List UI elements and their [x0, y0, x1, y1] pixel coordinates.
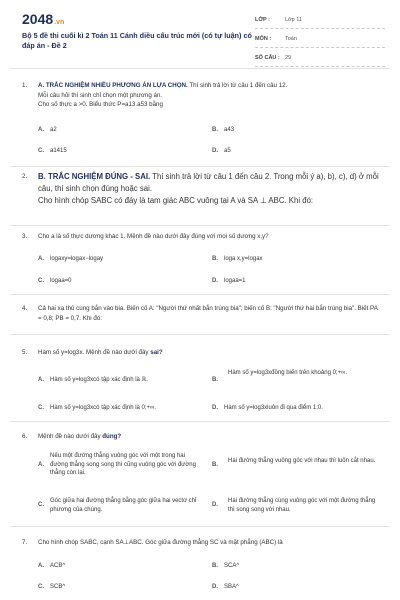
question-line: Mỗi câu hỏi thí sinh chỉ chọn một phương án. [38, 91, 163, 99]
option-label: C. [38, 148, 44, 154]
option-text: loga x,y=logax [224, 256, 263, 262]
option-a[interactable] [38, 126, 198, 135]
option-text: a43 [224, 127, 235, 133]
option-text: Nếu một đường thẳng vuông góc với một trong hai đường thẳng song song thì cũng vuông góc với đường thẳng còn lại. [50, 453, 196, 476]
option-label: C. [38, 584, 44, 590]
meta-key: MÔN : [255, 36, 272, 42]
question-2 [22, 171, 382, 207]
option-text: Góc giữa hai đường thẳng bằng góc giữa hai vectơ chỉ phương của chúng. [50, 498, 197, 513]
option-label: D. [212, 405, 218, 411]
divider [10, 166, 390, 167]
divider [10, 294, 390, 295]
divider [10, 421, 390, 422]
document-header [0, 0, 400, 64]
option-a[interactable] [38, 562, 198, 571]
question-3 [22, 232, 382, 242]
option-label: B. [212, 127, 218, 133]
option-b[interactable] [212, 369, 382, 383]
divider [10, 334, 390, 335]
option-c[interactable] [38, 277, 198, 286]
section-heading: B. TRẮC NGHIỆM ĐÚNG - SAI. [38, 172, 151, 181]
option-label: B. [212, 563, 218, 569]
option-text: logaxy=logax−logay [50, 256, 104, 262]
option-text: logaa=0 [50, 278, 72, 284]
question-number: 4. [22, 305, 28, 312]
question-number: 1. [22, 82, 28, 89]
meta-key: SỐ CÂU : [255, 55, 280, 61]
option-d[interactable] [212, 583, 372, 592]
option-b[interactable] [212, 457, 377, 466]
option-b[interactable] [212, 562, 372, 571]
meta-key: LỚP : [255, 17, 270, 23]
question-1 [22, 81, 382, 110]
option-text: SBA^ [224, 584, 239, 590]
option-b[interactable] [212, 255, 372, 264]
option-d[interactable] [212, 147, 372, 156]
question-number: 2. [22, 173, 28, 180]
option-label: C. [38, 502, 44, 508]
question-emphasis: sai? [150, 349, 163, 356]
option-label: D. [212, 148, 218, 154]
option-text: ACB^ [50, 563, 66, 569]
option-text: Hàm số y=log3xcó tập xác định là 0;+∞. [50, 405, 157, 411]
option-text: Hàm số y=log3xđồng biến trên khoảng 0;+∞. [228, 370, 348, 376]
meta-value: 29 [285, 55, 292, 61]
question-4 [22, 304, 382, 323]
option-a[interactable] [38, 376, 200, 385]
question-text: Cả hai xạ thủ cùng bắn vào bia. Biến cố A: "Người thứ nhất bắn trúng bia"; biến cố B: "Người thứ hai bắn trúng bia". Biết PA = 0,8; PB = 0,7. Khi đó: [38, 305, 378, 322]
question-text: Mệnh đề nào dưới đây [38, 433, 103, 440]
option-label: D. [212, 584, 218, 590]
meta-value: Toán [285, 36, 297, 42]
logo-suffix-text: .vn [54, 19, 65, 26]
option-text: SCB^ [50, 584, 66, 590]
meta-row-class [255, 14, 385, 29]
option-c[interactable] [38, 404, 208, 413]
option-label: A. [38, 127, 44, 133]
document-meta [255, 14, 385, 71]
question-6 [22, 432, 382, 442]
question-text: Thí sinh trả lời từ câu 1 đến câu 2. Trong mỗi ý a), b), c), d) ở mỗi câu, thí sinh chọn đúng hoặc sai. [38, 172, 379, 193]
site-logo[interactable] [22, 11, 64, 27]
option-label: B. [212, 256, 218, 262]
option-text: a1415 [50, 148, 67, 154]
meta-row-subject [255, 33, 385, 48]
meta-value: Lớp 11 [285, 17, 302, 23]
question-number: 3. [22, 233, 28, 240]
option-c[interactable] [38, 147, 198, 156]
option-label: C. [38, 278, 44, 284]
question-text: Hàm số y=log3x. Mệnh đề nào dưới đây [38, 349, 151, 356]
option-a[interactable] [38, 452, 198, 478]
option-label: A. [38, 563, 44, 569]
question-number: 7. [22, 539, 28, 546]
option-text: Hai đường thẳng cùng vuông góc với một đường thẳng thì song song với nhau. [228, 498, 376, 513]
option-d[interactable] [212, 497, 382, 514]
option-label: A. [38, 256, 44, 262]
option-label: B. [212, 462, 218, 468]
divider [10, 68, 390, 69]
question-text: Thí sinh trả lời từ câu 1 đến câu 12. [187, 82, 288, 89]
option-text: a2 [50, 127, 57, 133]
divider [10, 225, 390, 226]
option-label: A. [38, 462, 44, 468]
question-5 [22, 348, 382, 358]
option-text: a5 [224, 148, 231, 154]
option-a[interactable] [38, 255, 198, 264]
question-number: 5. [22, 349, 28, 356]
option-c[interactable] [38, 497, 198, 514]
option-text: Hàm số y=log3xluôn đi qua điểm 1;0. [224, 405, 323, 411]
option-label: B. [212, 377, 218, 383]
section-heading: A. TRẮC NGHIỆM NHIỀU PHƯƠNG ÁN LỰA CHỌN. [38, 82, 188, 89]
option-label: D. [212, 278, 218, 284]
question-text: Cho hình chóp SABC, cạnh SA⊥ABC. Góc giữa đường thẳng SC và mặt phẳng (ABC) là [38, 539, 283, 546]
option-text: SCA^ [224, 563, 240, 569]
question-7 [22, 538, 382, 548]
option-label: A. [38, 377, 44, 383]
question-line: Cho số thực a >0. Biểu thức P=a13.a53 bằng [38, 101, 163, 108]
option-text: Hàm số y=log3xcó tập xác định là ℝ. [50, 377, 148, 383]
option-text: Hai đường thẳng vuông góc với nhau thì luôn cắt nhau. [228, 458, 376, 464]
option-c[interactable] [38, 583, 198, 592]
option-text: logaa=1 [224, 278, 246, 284]
option-b[interactable] [212, 126, 372, 135]
divider [10, 526, 390, 527]
question-number: 6. [22, 433, 28, 440]
document-title: Bộ 5 đề thi cuối kì 2 Toán 11 Cánh diều cấu trúc mới (có tự luận) có đáp án - Đề 2 [22, 31, 252, 50]
logo-main-text: 2048 [22, 11, 54, 27]
option-d[interactable] [212, 277, 372, 286]
meta-row-count [255, 52, 385, 67]
question-emphasis: đúng? [102, 433, 122, 440]
option-d[interactable] [212, 404, 390, 413]
question-text: Cho a là số thực dương khác 1. Mệnh đề nào dưới đây đúng với mọi số dương x,y? [38, 233, 269, 240]
option-label: D. [212, 502, 218, 508]
option-label: C. [38, 405, 44, 411]
question-line: Cho hình chóp SABC có đáy là tam giác ABC vuông tại A và SA ⊥ ABC. Khi đó: [38, 196, 314, 205]
